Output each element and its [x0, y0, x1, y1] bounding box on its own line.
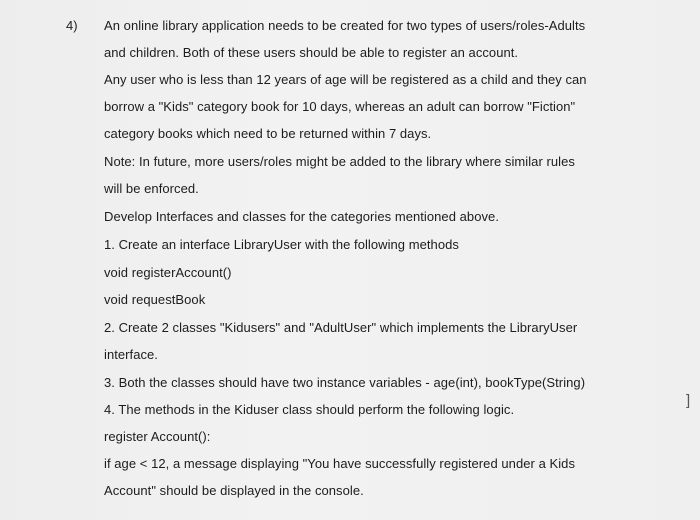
text-line: register Account(): [104, 429, 211, 444]
text-line: if age < 12, a message displaying "You have successfully registered under a Kids [104, 456, 575, 471]
text-line: and children. Both of these users should be able to register an account. [104, 45, 519, 60]
text-line: Develop Interfaces and classes for the categories mentioned above. [104, 209, 499, 224]
text-line: category books which need to be returned within 7 days. [104, 126, 432, 141]
text-line: 4. The methods in the Kiduser class should perform the following logic. [104, 402, 515, 417]
text-line: Note: In future, more users/roles might be added to the library where similar rules [104, 154, 575, 169]
text-line: An online library application needs to be created for two types of users/roles-Adults [104, 18, 586, 33]
question-number: 4) [66, 18, 78, 33]
text-line: 3. Both the classes should have two instance variables - age(int), bookType(String) [104, 375, 586, 390]
text-line: borrow a "Kids" category book for 10 days, whereas an adult can borrow "Fiction" [104, 99, 576, 114]
text-line: will be enforced. [104, 181, 199, 196]
edge-bracket-mark: ] [686, 392, 691, 409]
text-line: 2. Create 2 classes "Kidusers" and "AdultUser" which implements the LibraryUser [104, 320, 578, 335]
text-line: Account" should be displayed in the console. [104, 483, 364, 498]
text-line: 1. Create an interface LibraryUser with the following methods [104, 237, 459, 252]
text-line: void registerAccount() [104, 265, 232, 280]
text-line: Any user who is less than 12 years of age will be registered as a child and they can [104, 72, 587, 87]
text-line: void requestBook [104, 292, 206, 307]
text-line: interface. [104, 347, 158, 362]
